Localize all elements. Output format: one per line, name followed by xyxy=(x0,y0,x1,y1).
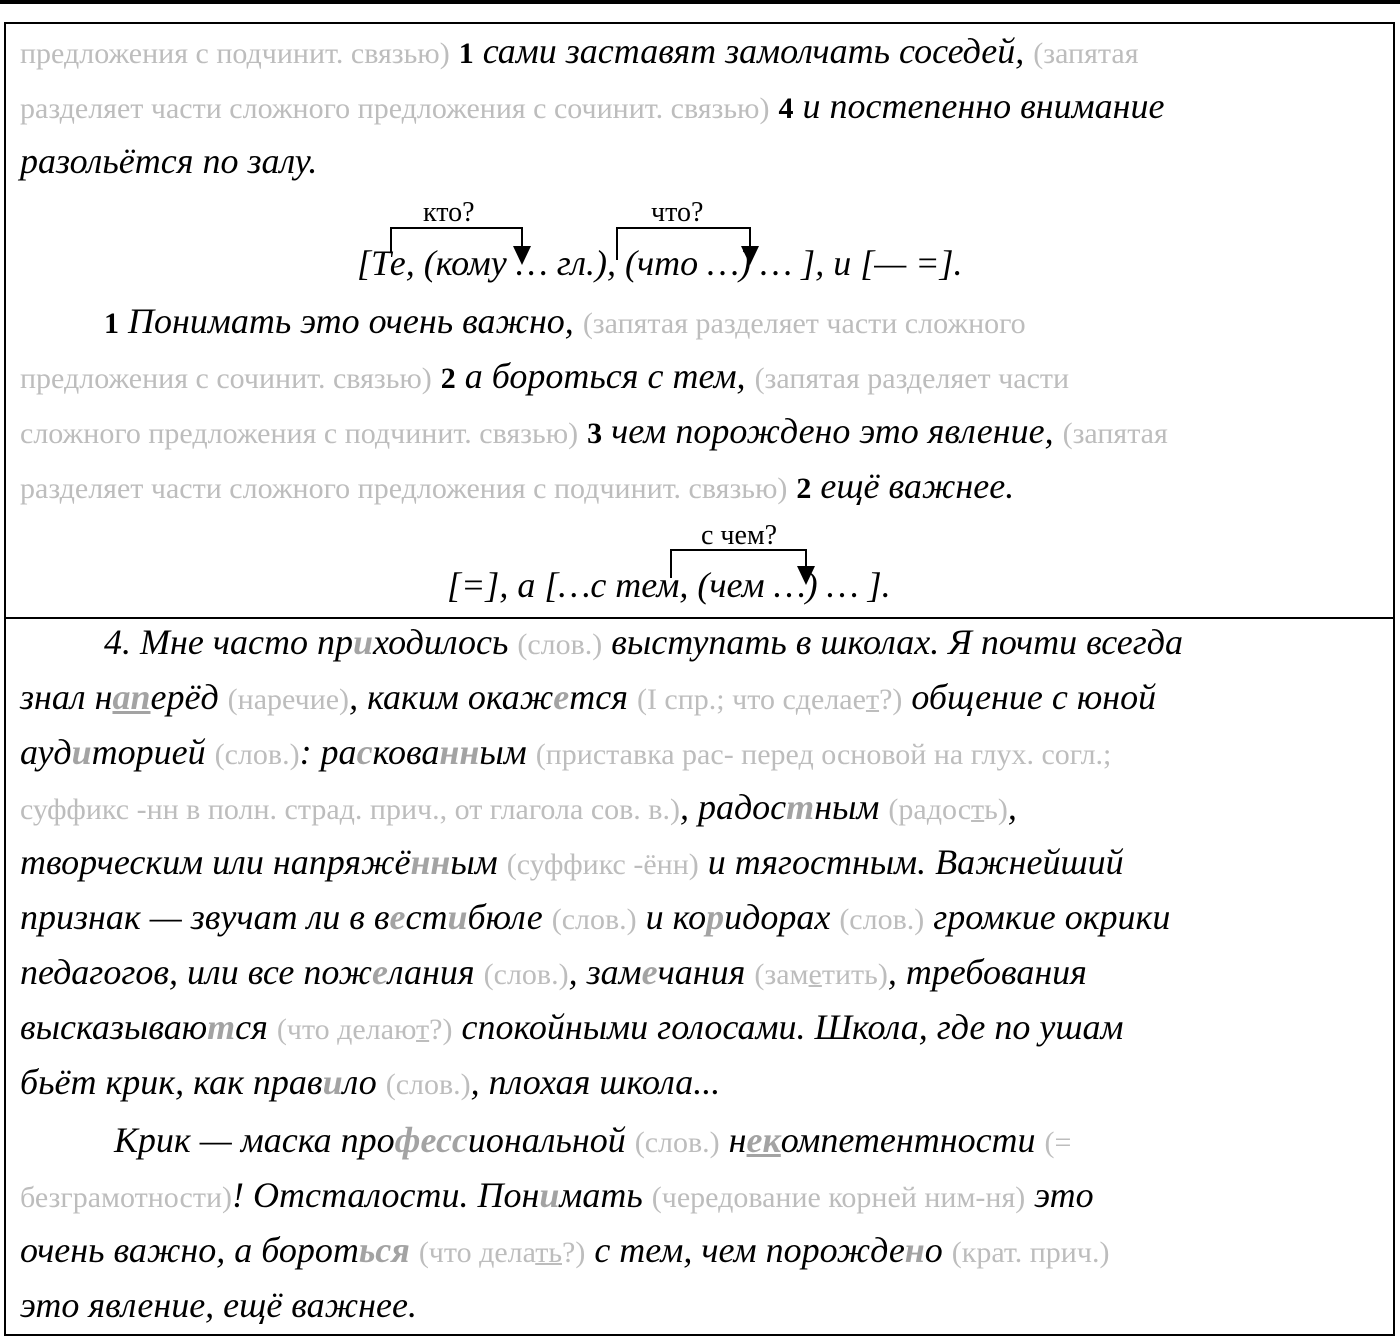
text-run: кова xyxy=(372,732,440,772)
grammar-note: (приставка рас- перед основой на глух. согл.; xyxy=(535,738,1112,771)
text-run: ерёд xyxy=(150,677,219,717)
text-run: и ко xyxy=(645,897,707,937)
grammar-note: разделяет части сложного предложения с сочинит. связью) xyxy=(20,92,770,125)
text-run: это явление, ещё важнее. xyxy=(20,1285,417,1325)
highlight-letter: сс xyxy=(435,1120,468,1160)
text-run: спокойными голосами. Школа, где по ушам xyxy=(461,1007,1124,1047)
clause-number: 1 xyxy=(458,37,474,70)
grammar-note: (слов.) xyxy=(385,1068,471,1101)
text-line xyxy=(20,895,1170,942)
grammar-note: (слов.) xyxy=(214,738,300,771)
text-run: ст xyxy=(405,897,448,937)
text-run: о xyxy=(924,1230,943,1270)
grammar-note: (слов.) xyxy=(839,903,925,936)
grammar-note: (слов.) xyxy=(517,628,603,661)
text-run: ло xyxy=(342,1062,377,1102)
text-run: очень важно, а борот xyxy=(20,1230,359,1270)
grammar-note: ?) xyxy=(429,1013,453,1046)
highlight-letter: н xyxy=(904,1230,925,1270)
highlight-letter: е xyxy=(389,897,406,937)
clause-number: 2 xyxy=(440,362,456,395)
text-run: иональной xyxy=(467,1120,626,1160)
grammar-note: (слов.) xyxy=(483,958,569,991)
text-run: ным xyxy=(814,787,880,827)
text-run: и тягостным. Важнейший xyxy=(707,842,1124,882)
highlight-letter: т xyxy=(207,1007,236,1047)
text-run: , каким окаж xyxy=(349,677,554,717)
sentence-text: чем порождено это явление, xyxy=(611,411,1054,451)
highlight-letter: е xyxy=(553,677,570,717)
text-line xyxy=(104,620,1183,667)
grammar-note: разделяет части сложного предложения с подчинит. связью) xyxy=(20,472,788,505)
grammar-note: (слов.) xyxy=(551,903,637,936)
text-run: ходилось xyxy=(373,622,509,662)
grammar-note: (слов.) xyxy=(634,1126,720,1159)
text-run: н xyxy=(728,1120,747,1160)
grammar-note: ?) xyxy=(562,1236,586,1269)
sentence-schema: [Те, (кому … гл.), (что …) … ], и [— =]. xyxy=(357,243,963,283)
text-run: ым xyxy=(479,732,527,772)
grammar-note: (суффикс -ённ) xyxy=(506,848,699,881)
grammar-note: (чередование корней ним-ня) xyxy=(651,1181,1026,1214)
grammar-note: суффикс -нн в полн. страд. прич., от глагола сов. в.) xyxy=(20,793,680,826)
highlight-letter: р xyxy=(706,897,725,937)
text-run: высказываю xyxy=(20,1007,208,1047)
text-run: бьёт крик, как прав xyxy=(20,1062,323,1102)
text-run: ! Отсталости. Пон xyxy=(232,1175,540,1215)
grammar-note: (наречие) xyxy=(227,683,350,716)
question-label: что? xyxy=(651,197,704,228)
text-run: ся xyxy=(235,1007,268,1047)
clause-number: 2 xyxy=(796,472,812,505)
text-run: , xyxy=(1007,787,1017,827)
text-run: педагогов, или все пож xyxy=(20,952,372,992)
text-line xyxy=(20,675,1156,722)
text-run: тся xyxy=(569,677,628,717)
grammar-note: т xyxy=(865,683,880,716)
grammar-note: (запятая разделяет части сложного xyxy=(582,307,1026,340)
text-line xyxy=(20,409,1168,456)
sentence-text: а бороться с тем, xyxy=(464,356,746,396)
highlight-letter: нн xyxy=(410,842,451,882)
highlight-letter: ек xyxy=(746,1120,781,1160)
text-run: общение с юной xyxy=(911,677,1157,717)
sentence-text: разольётся по залу. xyxy=(20,141,318,181)
text-run: 4. Мне часто пр xyxy=(104,622,353,662)
grammar-note: е xyxy=(808,958,822,991)
text-run: знал н xyxy=(20,677,113,717)
text-line xyxy=(114,1118,1071,1165)
text-run: ым xyxy=(450,842,498,882)
text-line xyxy=(20,1060,720,1107)
grammar-note: ?) xyxy=(879,683,903,716)
grammar-note: (зам xyxy=(754,958,809,991)
clause-number: 3 xyxy=(587,417,603,450)
sentence-text: сами заставят замолчать соседей, xyxy=(482,31,1025,71)
text-run: выступать в школах. Я почти всегда xyxy=(611,622,1184,662)
highlight-letter: и xyxy=(447,897,468,937)
sentence-schema: [=], а […с тем, (чем …) … ]. xyxy=(447,565,891,605)
sentence-text: ещё важнее. xyxy=(820,466,1015,506)
grammar-note: ть xyxy=(535,1236,562,1269)
highlight-letter: ап xyxy=(112,677,151,717)
grammar-note: (что делаю xyxy=(276,1013,417,1046)
text-line xyxy=(104,299,1026,346)
text-run: Крик — маска про xyxy=(114,1120,395,1160)
text-run: , плохая школа... xyxy=(470,1062,721,1102)
grammar-note: предложения с подчинит. связью) xyxy=(20,37,450,70)
text-run: чания xyxy=(657,952,746,992)
highlight-letter: и xyxy=(352,622,374,662)
text-run: бюле xyxy=(467,897,543,937)
highlight-letter: и xyxy=(322,1062,343,1102)
highlight-letter: нн xyxy=(439,732,480,772)
grammar-note: сложного предложения с подчинит. связью) xyxy=(20,417,579,450)
highlight-letter: т xyxy=(786,787,815,827)
text-line xyxy=(20,785,1017,832)
text-run: торией xyxy=(91,732,206,772)
grammar-note: т xyxy=(971,793,985,826)
text-run: идорах xyxy=(724,897,831,937)
highlight-letter: с xyxy=(356,732,373,772)
text-line xyxy=(20,1005,1124,1052)
grammar-note: тить) xyxy=(821,958,888,991)
text-run: лания xyxy=(387,952,475,992)
grammar-note: (запятая разделяет части xyxy=(754,362,1070,395)
text-run: , зам xyxy=(568,952,642,992)
highlight-letter: ф xyxy=(394,1120,421,1160)
grammar-note: (I спр.; что сделае xyxy=(636,683,866,716)
text-line xyxy=(20,464,1014,511)
grammar-note: ь) xyxy=(984,793,1008,826)
highlight-letter: и xyxy=(71,732,92,772)
text-line xyxy=(20,1283,417,1327)
grammar-note: (что дела xyxy=(418,1236,536,1269)
highlight-letter: е xyxy=(641,952,658,992)
grammar-note: (запятая xyxy=(1062,417,1168,450)
text-run: признак — звучат ли в в xyxy=(20,897,390,937)
grammar-note: (крат. прич.) xyxy=(951,1236,1110,1269)
text-line xyxy=(20,1228,1109,1275)
text-run: : ра xyxy=(299,732,357,772)
sentence-text: Понимать это очень важно, xyxy=(128,301,574,341)
text-run: , требования xyxy=(887,952,1087,992)
text-line xyxy=(20,354,1069,401)
grammar-note: предложения с сочинит. связью) xyxy=(20,362,432,395)
grammar-note: (запятая xyxy=(1033,37,1139,70)
text-run: с тем, чем порожде xyxy=(594,1230,905,1270)
sentence-text: и постепенно внимание xyxy=(802,86,1165,126)
text-run: громкие окрики xyxy=(933,897,1171,937)
highlight-letter: и xyxy=(539,1175,560,1215)
grammar-note: т xyxy=(416,1013,430,1046)
clause-number: 1 xyxy=(104,307,119,340)
text-run: , радос xyxy=(679,787,787,827)
text-line xyxy=(20,950,1087,997)
text-line xyxy=(20,730,1111,777)
grammar-note: (= xyxy=(1044,1126,1072,1159)
clause-number: 4 xyxy=(778,92,794,125)
question-label: кто? xyxy=(423,197,475,228)
text-run: это xyxy=(1034,1175,1094,1215)
highlight-letter: е xyxy=(420,1120,436,1160)
grammar-note: безграмотности) xyxy=(20,1181,232,1214)
text-run: творческим или напряжё xyxy=(20,842,411,882)
highlight-letter: ься xyxy=(358,1230,410,1270)
text-run: мать xyxy=(559,1175,643,1215)
text-line xyxy=(20,840,1124,887)
text-run: омпетентности xyxy=(780,1120,1036,1160)
text-line xyxy=(20,1173,1094,1220)
grammar-note: (радос xyxy=(888,793,972,826)
highlight-letter: е xyxy=(371,952,388,992)
question-label: с чем? xyxy=(701,520,778,551)
text-run: ауд xyxy=(20,732,72,772)
